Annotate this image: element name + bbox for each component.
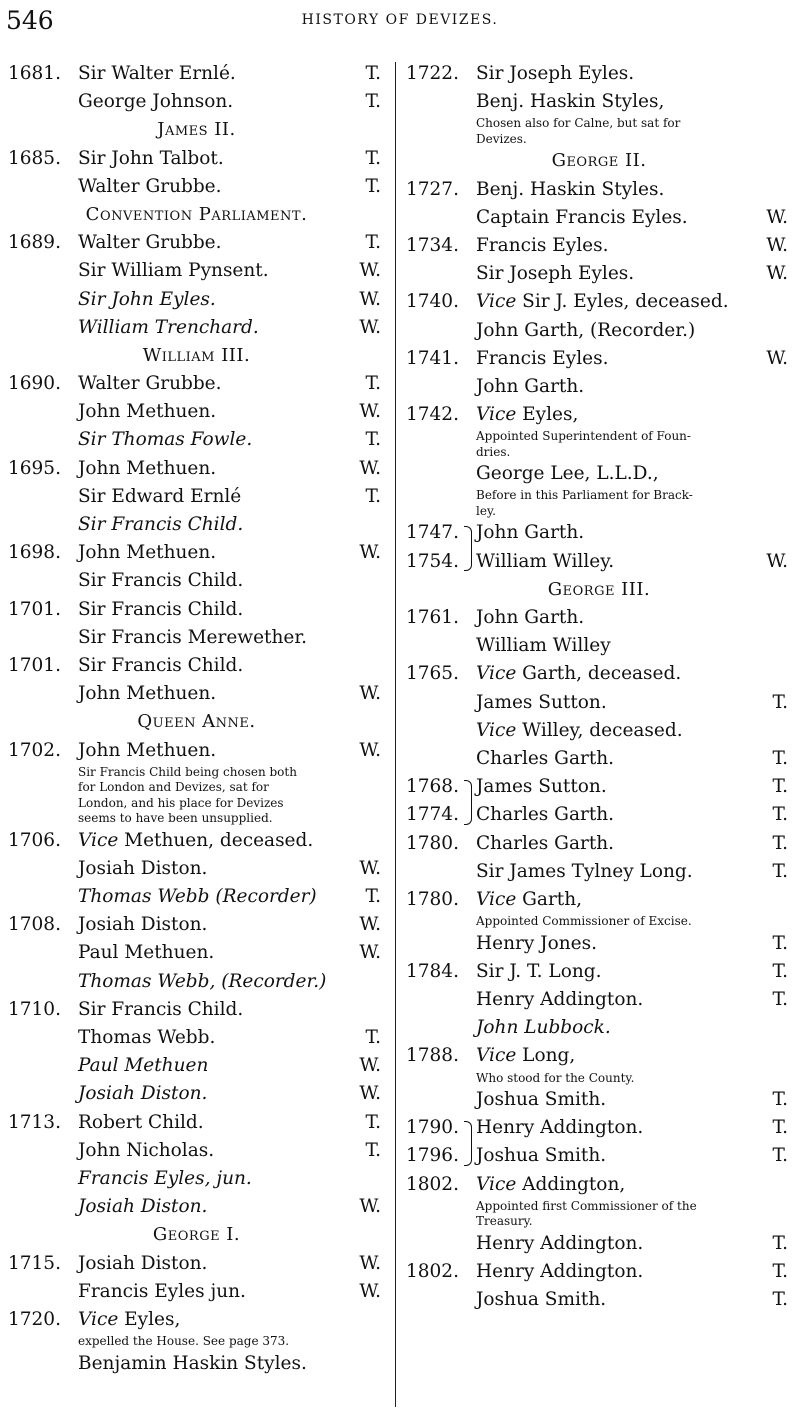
member-name: Henry Addington. [476,1260,644,1282]
party-mark: W. [359,739,381,761]
member-entry [8,455,385,483]
note-text: Sir Francis Child being chosen both [78,764,297,779]
party-mark: W. [766,206,788,228]
member-entry [406,60,792,88]
member-name: Benj. Haskin Styles, [476,91,665,113]
member-entry [8,567,385,595]
election-year: 1754. [406,550,459,572]
member-name: Paul Methuen [78,1055,209,1077]
member-name [476,401,578,429]
brace-mark [464,1121,472,1165]
note-line [406,1071,792,1087]
member-name: Josiah Diston. [78,1083,208,1105]
party-mark: T. [365,232,381,254]
note-line [8,796,385,812]
vice-word: Vice [476,1045,517,1067]
vice-entry [406,1171,792,1199]
party-mark: T. [365,1027,381,1048]
member-entry [8,1350,385,1378]
member-name: Sir Thomas Fowle. [78,429,253,451]
party-mark: W. [359,316,381,338]
member-entry [406,373,792,401]
member-entry [406,1086,792,1114]
election-year: 1722. [406,63,459,84]
member-entry [406,1230,792,1258]
member-entry [8,1052,385,1080]
party-mark: T. [365,63,381,84]
election-year: 1747. [406,522,459,544]
reign-heading: George II. [551,150,647,172]
member-name: Francis Eyles. [476,347,609,369]
member-entry [8,426,385,454]
vice-word: Vice [476,888,517,910]
member-name: Sir John Eyles. [78,288,216,310]
member-name: Sir Edward Ernlé [78,485,242,507]
member-name: Captain Francis Eyles. [476,206,688,228]
member-name: Charles Garth. [476,804,615,826]
right-column [406,60,792,1314]
note-line [406,1214,792,1230]
member-entry [8,511,385,539]
member-entry [8,855,385,883]
party-mark: T. [365,429,381,451]
note-line [406,132,792,148]
member-name: John Nicholas. [78,1139,215,1161]
vice-entry [406,1042,792,1070]
party-mark: T. [772,1145,788,1167]
note-text: Before in this Parliament for Brack- [476,488,693,503]
party-mark: T. [772,960,788,982]
vice-word: Vice [476,719,517,741]
election-year: 1774. [406,804,459,826]
member-name [476,1042,575,1070]
page-header [0,6,800,36]
member-entry [406,176,792,204]
election-year: 1727. [406,178,459,200]
member-entry [8,229,385,257]
member-name: James Sutton. [476,776,607,798]
election-year: 1708. [8,914,61,936]
election-year: 1698. [8,542,61,564]
vice-entry [406,717,792,745]
member-entry [8,1080,385,1108]
party-mark: T. [365,91,381,113]
member-entry [8,1250,385,1278]
member-entry [8,1193,385,1221]
member-name: William Trenchard. [78,316,259,338]
election-year: 1690. [8,373,61,395]
member-name: John Methuen. [78,739,217,761]
party-mark: T. [772,691,788,713]
member-entry [8,624,385,652]
election-year: 1701. [8,598,61,620]
member-name: Sir Francis Merewether. [78,626,308,648]
note-line [406,1199,792,1215]
note-line [8,1334,385,1350]
party-mark: T. [772,932,788,954]
vice-word: Vice [476,663,517,685]
member-name: Henry Jones. [476,932,597,954]
member-name: William Willey [476,635,611,657]
member-entry [406,88,792,116]
party-mark: W. [766,550,788,572]
election-year: 1780. [406,888,459,910]
party-mark: T. [772,832,788,854]
note-text: for London and Devizes, sat for [78,780,269,795]
member-name: William Willey. [476,550,615,572]
member-name: Walter Grubbe. [78,232,222,254]
reign-heading: William III. [142,344,251,366]
vice-detail: Eyles, [522,404,579,426]
party-mark: T. [772,988,788,1010]
vice-detail: Long, [522,1045,576,1067]
member-name: John Methuen. [78,457,217,479]
election-year: 1742. [406,404,459,426]
party-mark: T. [365,1111,381,1133]
member-name: Paul Methuen. [78,942,215,964]
election-year: 1802. [406,1173,459,1195]
member-name [78,827,313,855]
member-name: James Sutton. [476,691,607,713]
note-line [406,116,792,132]
member-entry [8,939,385,967]
member-name: Josiah Diston. [78,1196,208,1218]
note-text: Treasury. [476,1214,533,1229]
brace-mark [464,526,472,570]
member-name: Josiah Diston. [78,857,208,879]
election-year: 1790. [406,1117,459,1139]
note-text: Chosen also for Calne, but sat for [476,116,681,131]
member-entry [8,314,385,342]
member-name: Benj. Haskin Styles. [476,178,665,200]
member-entry [406,745,792,773]
member-entry [406,345,792,373]
member-name: Sir Francis Child. [78,570,244,592]
election-year: 1784. [406,960,459,982]
member-entry [8,257,385,285]
member-entry [406,604,792,632]
election-year: 1713. [8,1111,61,1133]
note-text: Devizes. [476,131,527,146]
party-mark: T. [365,485,381,507]
vice-entry [8,1306,385,1334]
member-name [476,660,681,688]
member-name [476,1171,625,1199]
member-name: Sir James Tylney Long. [476,860,693,882]
member-entry [8,88,385,116]
running-head: HISTORY OF DEVIZES. [301,12,499,28]
party-mark: T. [365,1139,381,1161]
member-entry [406,204,792,232]
member-entry [8,1109,385,1137]
member-name: Walter Grubbe. [78,175,222,197]
member-name: Joshua Smith. [476,1289,607,1311]
member-name: Henry Addington. [476,1232,644,1254]
election-year: 1702. [8,739,61,761]
party-mark: T. [772,804,788,826]
member-name: Henry Addington. [476,1117,644,1139]
member-entry [8,652,385,680]
party-mark: T. [772,1289,788,1311]
member-name: John Lubbock. [476,1017,611,1039]
member-entry [406,930,792,958]
member-entry [406,689,792,717]
party-mark: W. [766,347,788,369]
member-name: Benjamin Haskin Styles. [78,1352,307,1374]
member-entry [8,596,385,624]
party-mark: W. [359,1196,381,1218]
member-name: John Methuen. [78,542,217,564]
member-entry [406,232,792,260]
member-entry [406,986,792,1014]
page-number: 546 [6,6,54,35]
note-line [8,765,385,781]
member-entry [8,1024,385,1052]
member-name: George Johnson. [78,91,234,113]
member-name: Joshua Smith. [476,1145,607,1167]
member-name: Thomas Webb (Recorder) [78,886,317,908]
member-entry [406,830,792,858]
party-mark: W. [359,401,381,423]
member-name: Joshua Smith. [476,1089,607,1110]
party-mark: T. [772,1089,788,1110]
party-mark: T. [365,175,381,197]
vice-word: Vice [78,1308,119,1330]
party-mark: W. [359,457,381,479]
vice-detail: Methuen, deceased. [124,829,314,851]
party-mark: T. [365,373,381,395]
member-name: Josiah Diston. [78,1252,208,1274]
member-name: Henry Addington. [476,988,644,1010]
party-mark: T. [772,860,788,882]
member-entry [406,1286,792,1314]
member-entry [406,260,792,288]
member-name: Charles Garth. [476,832,615,854]
member-name: Sir Francis Child. [78,998,244,1020]
vice-entry [406,288,792,316]
member-entry [406,460,792,488]
party-mark: T. [772,1260,788,1282]
member-entry [8,883,385,911]
member-entry [406,632,792,660]
note-text: Who stood for the County. [476,1070,635,1085]
vice-word: Vice [78,829,119,851]
member-name: Sir Francis Child. [78,598,244,620]
member-name: Josiah Diston. [78,914,208,936]
member-entry [406,317,792,345]
election-year: 1788. [406,1045,459,1067]
party-mark: W. [359,942,381,964]
election-year: 1689. [8,232,61,254]
member-name: George Lee, L.L.D., [476,463,659,485]
party-mark: W. [359,1280,381,1302]
note-text: Appointed Superintendent of Foun- [476,429,691,444]
vice-word: Vice [476,291,517,313]
member-entry [8,539,385,567]
member-name [78,1306,180,1334]
member-entry [8,1165,385,1193]
note-text: Appointed Commissioner of Excise. [476,914,692,929]
election-year: 1715. [8,1252,61,1274]
left-column [8,60,385,1378]
note-text: London, and his place for Devizes [78,795,284,810]
note-line [406,488,792,504]
column-divider [395,62,396,1407]
party-mark: W. [359,1083,381,1105]
member-name [476,717,683,745]
member-name: Thomas Webb. [78,1027,216,1048]
member-name: Thomas Webb, (Recorder.) [78,970,327,992]
member-entry [8,398,385,426]
vice-detail: Addington, [522,1173,626,1195]
member-name: Sir J. T. Long. [476,960,602,982]
election-year: 1740. [406,291,459,313]
note-text: ley. [476,503,496,518]
member-entry [406,1258,792,1286]
member-name: Sir John Talbot. [78,147,224,169]
member-entry [8,737,385,765]
election-year: 1734. [406,234,459,256]
election-year: 1768. [406,776,459,798]
vice-entry [406,401,792,429]
member-name: John Methuen. [78,401,217,423]
election-year: 1802. [406,1260,459,1282]
election-year: 1701. [8,654,61,676]
party-mark: W. [359,683,381,705]
election-year: 1796. [406,1145,459,1167]
election-year: 1720. [8,1308,61,1330]
election-year: 1761. [406,607,459,628]
reign-heading: George I. [152,1224,241,1246]
note-line [406,914,792,930]
member-name [476,288,729,316]
party-mark: T. [772,1232,788,1254]
member-entry [8,911,385,939]
election-year: 1780. [406,832,459,854]
member-entry [8,1278,385,1306]
member-name: Sir Walter Ernlé. [78,63,236,84]
member-entry [8,680,385,708]
vice-entry [8,827,385,855]
note-line [406,504,792,520]
election-year: 1710. [8,998,61,1020]
vice-entry [406,660,792,688]
note-text: expelled the House. See page 373. [78,1334,290,1349]
member-entry [8,145,385,173]
note-text: Appointed first Commissioner of the [476,1198,697,1213]
note-line [8,780,385,796]
party-mark: W. [766,263,788,285]
party-mark: T. [365,886,381,908]
member-name: John Methuen. [78,683,217,705]
note-line [406,429,792,445]
member-entry [8,996,385,1024]
party-mark: T. [365,147,381,169]
member-name: John Garth. [476,522,585,544]
vice-detail: Sir J. Eyles, deceased. [522,291,729,313]
reign-heading: George III. [547,578,651,600]
member-entry [8,968,385,996]
member-name: Sir Francis Child. [78,514,244,535]
election-year: 1695. [8,457,61,479]
member-name: John Garth. [476,375,585,397]
member-name: Sir Francis Child. [78,654,244,676]
note-line [406,445,792,461]
party-mark: T. [772,1117,788,1139]
election-year: 1706. [8,829,61,851]
note-text: dries. [476,444,511,459]
party-mark: W. [766,234,788,256]
party-mark: W. [359,1252,381,1274]
note-line [8,811,385,827]
member-entry [8,60,385,88]
party-mark: W. [359,857,381,879]
reign-heading: Queen Anne. [137,711,256,733]
reign-heading: James II. [157,119,236,141]
vice-word: Vice [476,1173,517,1195]
vice-detail: Eyles, [124,1308,181,1330]
note-text: seems to have been unsupplied. [78,811,273,826]
member-name: Sir Joseph Eyles. [476,263,635,285]
member-name: Robert Child. [78,1111,204,1133]
reign-heading: Convention Parliament. [85,203,308,225]
election-year: 1685. [8,147,61,169]
party-mark: T. [772,747,788,769]
party-mark: W. [359,260,381,282]
member-entry [8,286,385,314]
party-mark: T. [772,776,788,798]
member-name: Walter Grubbe. [78,373,222,395]
brace-mark [464,780,472,824]
member-entry [406,958,792,986]
member-name: Charles Garth. [476,747,615,769]
member-entry [8,173,385,201]
vice-entry [406,886,792,914]
member-name [476,886,582,914]
member-entry [406,858,792,886]
election-year: 1681. [8,63,61,84]
vice-word: Vice [476,404,517,426]
member-name: John Garth. [476,607,585,628]
party-mark: W. [359,288,381,310]
member-name: Francis Eyles jun. [78,1280,246,1302]
member-entry [8,1137,385,1165]
party-mark: W. [359,542,381,564]
election-year: 1741. [406,347,459,369]
member-name: Sir William Pynsent. [78,260,269,282]
party-mark: W. [359,1055,381,1077]
vice-detail: Garth, [522,888,583,910]
vice-detail: Garth, deceased. [522,663,682,685]
member-entry [406,1014,792,1042]
member-name: John Garth, (Recorder.) [476,319,696,341]
member-name: Sir Joseph Eyles. [476,63,635,84]
member-entry [8,483,385,511]
election-year: 1765. [406,663,459,685]
member-name: Francis Eyles. [476,234,609,256]
vice-detail: Willey, deceased. [522,719,683,741]
member-name: Francis Eyles, jun. [78,1167,252,1189]
party-mark: W. [359,914,381,936]
member-entry [8,370,385,398]
